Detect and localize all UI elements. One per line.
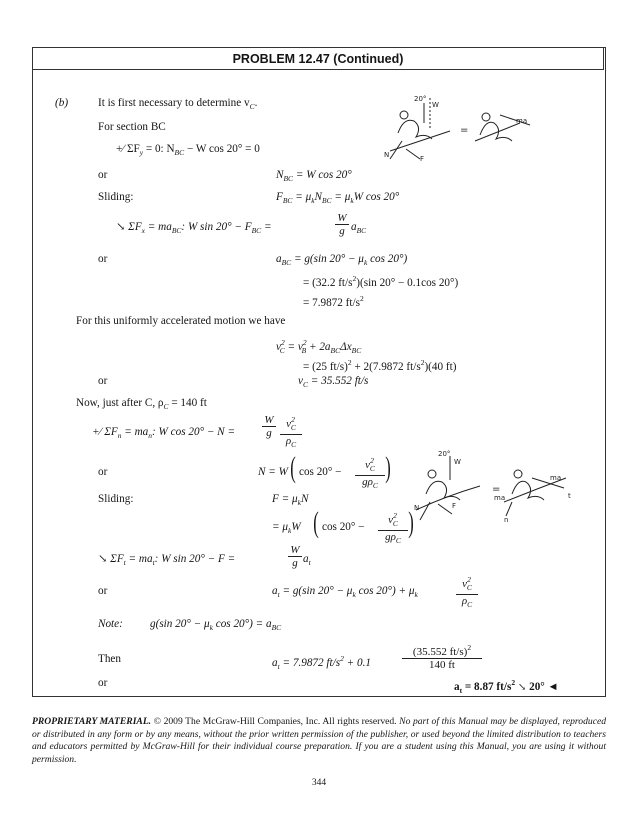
note-label: Note: [98,618,123,630]
eq-at-label: $a_t$ [303,553,311,567]
page-number: 344 [311,778,327,788]
rider-head-1b [482,113,490,121]
eq-cos20-2: cos 20° − [322,521,365,533]
fig2-w-label: W [454,458,461,466]
frac-at-2: $\frac{(35.552 ft/s)^2}{140 ft}$ [402,642,482,671]
fig1-w-label: W [432,101,439,109]
frac-w-g-2: $\frac{W}{g}$ [262,414,276,439]
eq-f-bc: $F_{BC} = \mu_kN_{BC} = \mu_kW$ cos 20° [276,191,400,205]
or-label-4: or [98,466,108,478]
fig2-f-label: F [452,502,457,510]
fbd-figure-1 [380,93,540,163]
part-label: (b) [55,97,69,109]
sliding-label: Sliding: [98,191,134,203]
or-label-3: or [98,375,108,387]
eq-cos20-1: cos 20° − [299,466,342,478]
or-label-2: or [98,253,108,265]
fig1-f-label: F [420,155,425,163]
uniform-text: For this uniformly accelerated motion we have [76,315,286,327]
eq-v-3: $v_C = 35.552$ ft/s [298,375,369,389]
frac-v2-rho-2: $\frac{v^2_C}{\rho_C}$ [456,574,478,611]
sled-rider-1a [398,120,432,139]
section-text: For section BC [98,121,166,133]
fig2-n-dir-label: n [504,516,509,522]
frac-w-g-1: $\frac{W}{g}$ [335,212,349,237]
note-eq: g(sin $20^\circ - \mu_k$ $\cos 20^\circ) = a_{BC}$ [150,618,282,632]
eq-sum-fx: ↘ $\Sigma F_x = ma_{BC}$: W $\sin 20^\circ - F_{BC}$ = [116,221,272,235]
or-label-5: or [98,585,108,597]
fig1-n-label: N [384,151,390,159]
frac-w-g-3: $\frac{W}{g}$ [288,544,302,569]
eq-at-1: $a_t = g(\sin$ $20^\circ - \mu_k$ $\cos 20^\circ) + \mu_k$ [272,585,418,599]
fig2-equals: = [492,484,501,495]
eq-f3: $F = \mu_kN$ [272,493,309,507]
after-c-text: Now, just after C, $\rho_C = 140$ ft [76,397,207,411]
eq-sum-ft: ↘ $\Sigma F_t = ma_t$: W sin 20° − F = [98,553,236,567]
eq-a-bc-1: $a_{BC} = g(\sin$ $20^\circ - \mu_k$ cos 20°) [276,253,408,267]
frac-v2-grho-1: $v^2_C$ $g\rho_C$ [355,455,385,492]
eq-a-bc-label: $a_{BC}$ [351,221,367,235]
frac-v2-grho-2: $v^2_C$ $g\rho_C$ [378,510,408,547]
sliding-label-2: Sliding: [98,493,134,505]
paren-right-1: ) [385,451,391,484]
eq-v-1: $v^2_C = v^2_B + 2a_{BC}\Delta x_{BC}$ [276,338,362,355]
page-title: PROBLEM 12.47 (Continued) [32,47,604,70]
frac-v2-rho: $\frac{v^2_C}{\rho_C}$ [280,414,302,451]
fig1-ma-label: ma [516,117,528,125]
then-label: Then [98,653,121,665]
eq-a-bc-2: = (32.2 $ft/s^2)(\sin$ 20° − 0.1cos 20°) [303,274,459,289]
normal-arrow-2a [420,502,430,520]
fig1-angle-label: 20° [414,95,427,103]
eq-a-bc-3: = 7.9872 $ft/s^2$ [303,294,364,309]
fig2-n-label: N [414,504,420,512]
eq-f4: = $\mu_kW$ [272,521,301,535]
or-label-6: or [98,677,108,689]
paren-right-2: ) [408,506,414,539]
eq-n2: N = W [258,466,288,478]
sled-rider-2a [426,481,460,500]
eq-sum-fy: +∕ $\Sigma F_y = 0$: $N_{BC} - W$ cos 20° = 0 [116,143,260,157]
fig2-angle-label: 20° [438,450,451,458]
paren-left-1: ( [290,451,296,484]
or-label: or [98,169,108,181]
rider-head-2b [514,470,522,478]
final-answer: $a_t = 8.87$ $ft/s^2$ ↘ 20° ◄ [454,678,559,695]
eq-n-bc: $N_{BC} = W$ cos 20° [276,169,352,183]
fig2-man-label: ma [494,494,506,502]
fbd-figure-2 [408,450,578,522]
eq-sum-fn: +∕ $\Sigma F_n = ma_n$: W cos 20° − N = [92,426,235,440]
eq-v-2: = (25 ft/s)$^2$ + 2(7.9872 $ft/s^2)(40$ ft) [303,358,457,373]
copyright-notice: PROPRIETARY MATERIAL. © 2009 The McGraw-Hill Companies, Inc. All rights reserved. No part of this Manual may be displayed, reproduced or distributed in any form or by any means, without the prior written permission of the publisher, or used beyond the limited distribution to teachers and educators permitted by McGraw-Hill for their individual course preparation. If you are a student using this Manual, you are using it without permission. [32,716,607,765]
slope-line-1a [390,131,450,151]
curve-line-2a [416,486,480,510]
friction-arrow-2a [438,504,452,514]
rider-head-2a [428,470,436,478]
eq-at-2: $a_t = 7.9872$ $ft/s^2 + 0.1$ [272,654,371,671]
paren-left-2: ( [313,506,319,539]
sled-rider-1b [480,122,512,141]
fig2-t-label: t [568,492,571,500]
friction-arrow-1a [406,149,420,159]
fig2-mat-label: ma [550,474,562,482]
intro-text: It is first necessary to determine $v_C$. [98,97,258,111]
rider-head-1a [400,111,408,119]
man-arrow-2b [506,502,512,516]
fig1-equals: = [460,125,469,136]
